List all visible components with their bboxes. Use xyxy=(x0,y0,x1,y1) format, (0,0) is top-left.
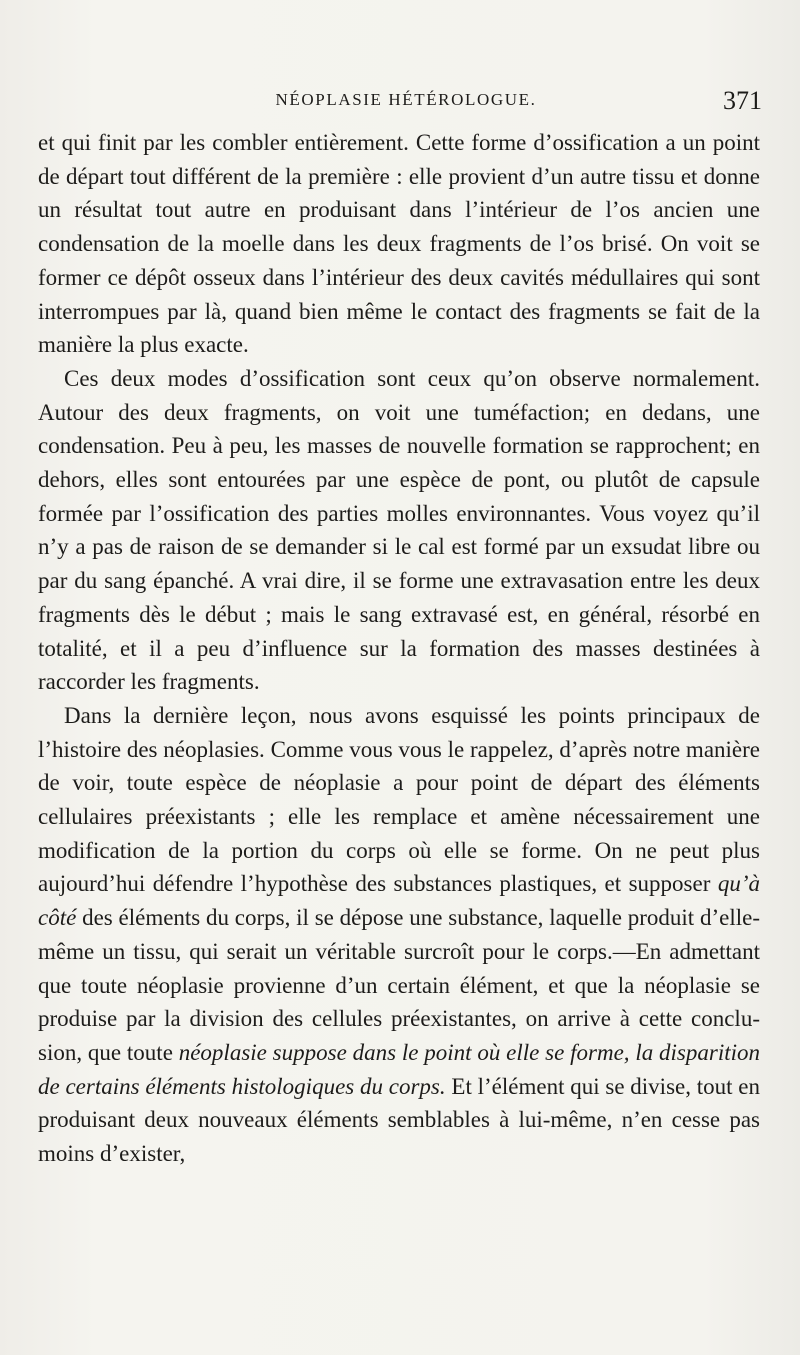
paragraph-2: Ces deux modes d’ossification sont ceux qu’on observe normalement. Autour des deux fragments, on voit une tuméfaction; en dedans, une condensation. Peu à peu, les masses de nouvelle formation se rapprochent; en dehors, elles sont entourées par une espèce de pont, ou plutôt de capsule formée par l’ossification des parties molles environnantes. Vous voyez qu’il n’y a pas de raison de se demander si le cal est formé par un exsudat libre ou par du sang épanché. A vrai dire, il se forme une extravasation entre les deux fragments dès le début ; mais le sang extravasé est, en général, résorbé en totalité, et il a peu d’influence sur la formation des masses destinées à raccorder les fragments. xyxy=(38,365,760,695)
paragraph-3-text-c: Et l’élément qui se divise, tout en produisant deux nouveaux éléments semblables à lui-même, n’en cesse pas moins d’exister, xyxy=(38,1073,761,1167)
italic-phrase-neoplasie: néoplasie suppose dans le point où elle se forme, la disparition de certains éléments histologiques du corps. xyxy=(38,1039,760,1099)
paragraph-3 xyxy=(38,699,760,1171)
italic-phrase-a-cote: qu’à côté xyxy=(38,871,760,931)
paragraph-3-text-b: des éléments du corps, il se dépose une substance, laquelle produit d’elle-même un tissu, qui serait un véritable surcroît pour le corps.—En admettant que toute néoplasie provienne d’un certain élément, et que la néoplasie se produise par la division des cellules préexistantes, on arrive à cette conclusion, que toute xyxy=(38,905,760,1065)
paragraph-3-text-a: Dans la dernière leçon, nous avons esquissé les points principaux de l’histoire des néoplasies. Comme vous vous le rappelez, d’après notre manière de voir, toute espèce de néoplasie a pour point de départ des éléments cellulaires préexistants ; elle les remplace et amène nécessairement une modification de la portion du corps où elle se forme. On ne peut plus aujourd’hui défendre l’hypothèse des substances plastiques, et supposer xyxy=(38,702,760,897)
running-head xyxy=(50,88,762,116)
paragraph-1: et qui finit par les combler entièrement. Cette forme d’ossification a un point de départ tout différent de la première : elle provient d’un autre tissu et donne un résultat tout autre en produisant dans l’intérieur de l’os ancien une condensation de la moelle dans les deux fragments de l’os brisé. On voit se former ce dépôt osseux dans l’intérieur des deux cavités médullaires qui sont interrompues par là, quand bien même le contact des fragments se fait de la manière la plus exacte. xyxy=(38,130,760,358)
running-title: NÉOPLASIE HÉTÉROLOGUE. xyxy=(275,90,537,109)
body-text xyxy=(38,126,760,1171)
page-number: 371 xyxy=(723,86,762,115)
